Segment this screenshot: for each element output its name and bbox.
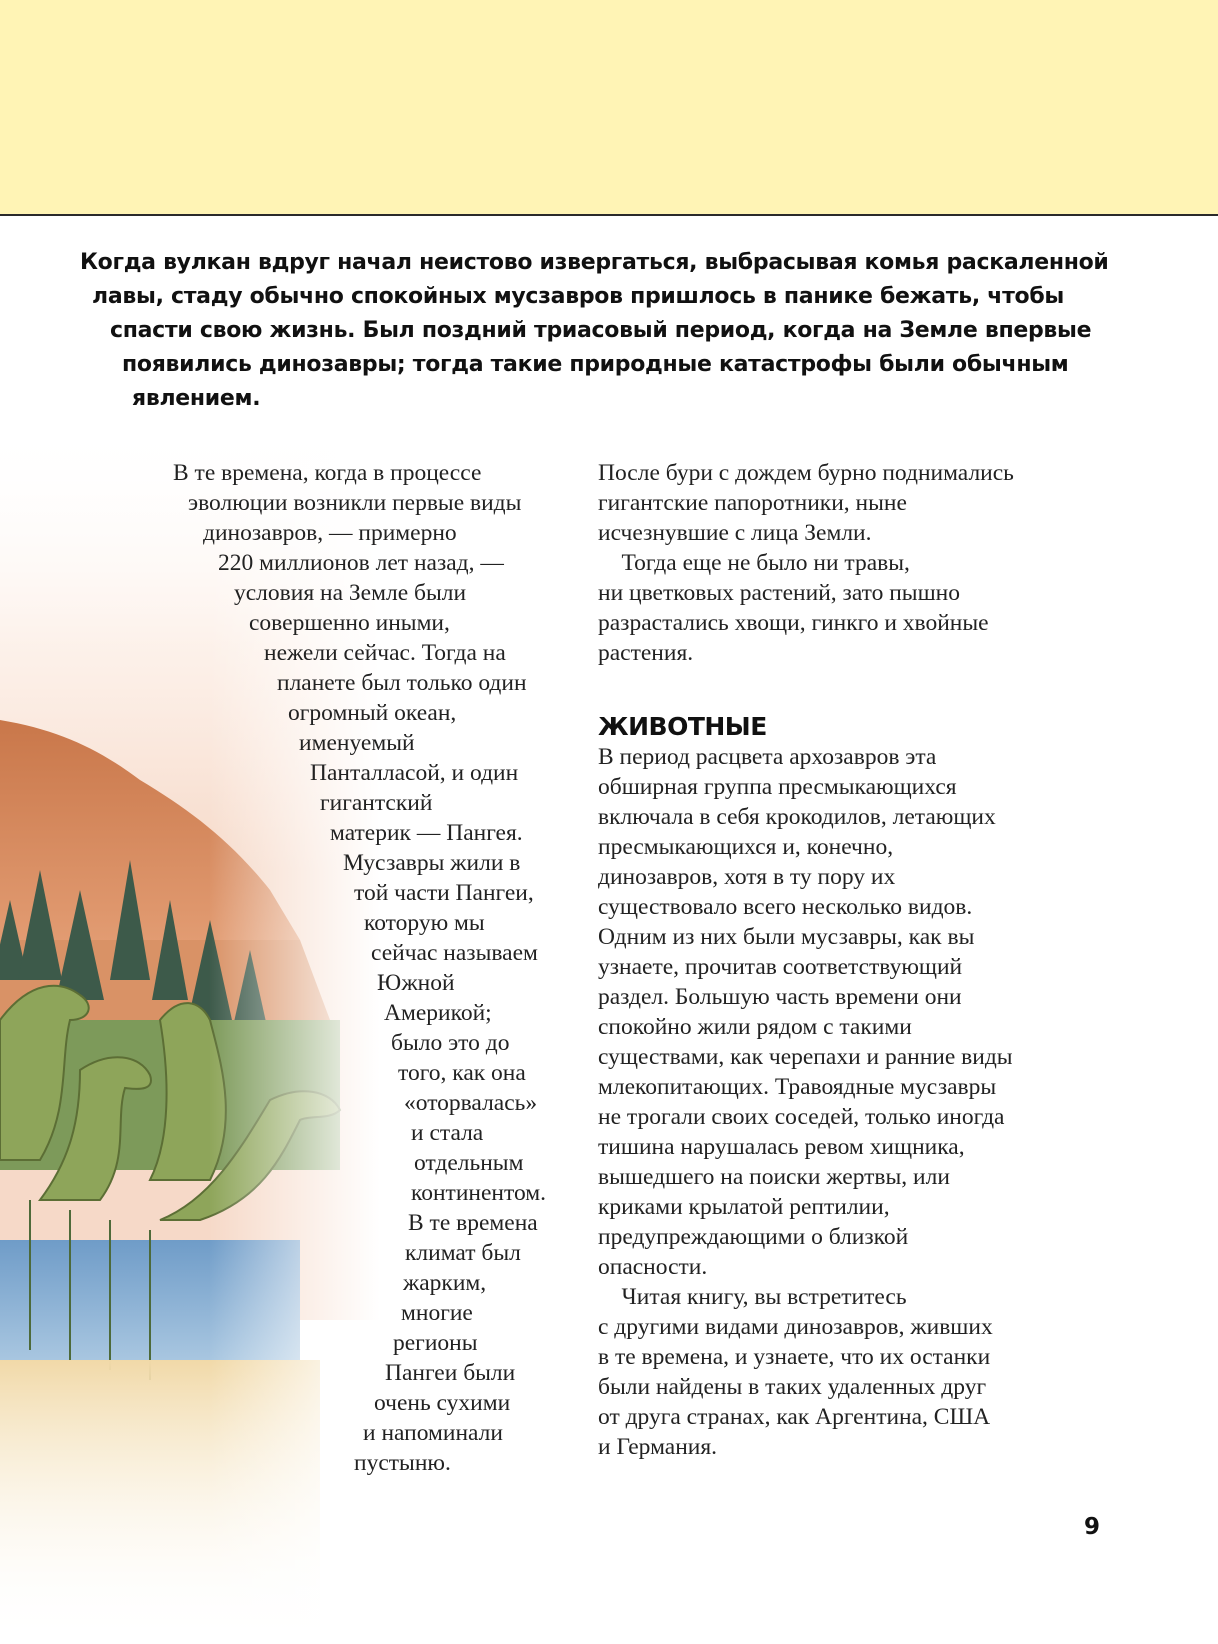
right-text-line: В период расцвета архозавров эта — [598, 744, 937, 770]
left-text-line: нежели сейчас. Тогда на — [264, 640, 506, 666]
left-text-line: В те времена, когда в процессе — [173, 460, 482, 486]
left-text-line: климат был — [405, 1240, 521, 1266]
right-text-line: ни цветковых растений, зато пышно — [598, 580, 961, 606]
left-text-line: огромный океан, — [288, 700, 457, 726]
left-text-line: эволюции возникли первые виды — [188, 490, 522, 516]
left-text-line: Пангеи были — [385, 1360, 516, 1386]
left-text-line: было это до — [391, 1030, 510, 1056]
left-text-line: Мусзавры жили в — [343, 850, 521, 876]
right-text-line: существовало всего несколько видов. — [598, 894, 973, 920]
left-text-line: 220 миллионов лет назад, — — [218, 550, 504, 576]
intro-line-4: появились динозавры; тогда такие природные катастрофы были обычным — [122, 352, 1069, 377]
right-text-line: разрастались хвощи, гинкго и хвойные — [598, 610, 989, 636]
right-text-line: не трогали своих соседей, только иногда — [598, 1104, 1005, 1130]
left-text-line: того, как она — [398, 1060, 526, 1086]
right-text-line: включала в себя крокодилов, летающих — [598, 804, 996, 830]
left-text-line: отдельным — [414, 1150, 524, 1176]
right-text-line: были найдены в таких удаленных друг — [598, 1374, 987, 1400]
right-text-line: Читая книгу, вы встретитесь — [598, 1284, 907, 1310]
left-text-line: континентом. — [411, 1180, 546, 1206]
right-text-line: обширная группа пресмыкающихся — [598, 774, 957, 800]
right-text-line: криками крылатой рептилии, — [598, 1194, 890, 1220]
left-text-line: именуемый — [299, 730, 415, 756]
right-text-line: узнаете, прочитав соответствующий — [598, 954, 963, 980]
left-text-line: «оторвалась» — [404, 1090, 538, 1116]
left-text-line: регионы — [393, 1330, 478, 1356]
right-text-line: млекопитающих. Травоядные мусзавры — [598, 1074, 997, 1100]
left-text-line: и напоминали — [363, 1420, 503, 1446]
header-band — [0, 0, 1218, 216]
right-text-line: гигантские папоротники, ныне — [598, 490, 907, 516]
left-text-line: динозавров, — примерно — [203, 520, 457, 546]
right-text-line: в те времена, и узнаете, что их останки — [598, 1344, 991, 1370]
intro-line-5: явлением. — [132, 386, 261, 411]
left-text-line: той части Пангеи, — [354, 880, 534, 906]
right-text-line: вышедшего на поиски жертвы, или — [598, 1164, 950, 1190]
left-text-line: и стала — [411, 1120, 484, 1146]
intro-line-1: Когда вулкан вдруг начал неистово извергаться, выбрасывая комья раскаленной — [80, 250, 1109, 275]
right-text-line: от друга странах, как Аргентина, США — [598, 1404, 991, 1430]
left-text-line: Панталласой, и один — [310, 760, 519, 786]
left-text-line: многие — [401, 1300, 473, 1326]
right-text-line: Одним из них были мусзавры, как вы — [598, 924, 975, 950]
right-text-line: опасности. — [598, 1254, 708, 1280]
left-text-line: материк — Пангея. — [330, 820, 523, 846]
left-text-line: жарким, — [403, 1270, 487, 1296]
right-text-line: существами, как черепахи и ранние виды — [598, 1044, 1013, 1070]
left-text-line: Южной — [377, 970, 455, 996]
left-text-line: которую мы — [364, 910, 485, 936]
left-text-line: очень сухими — [374, 1390, 511, 1416]
left-text-line: гигантский — [320, 790, 433, 816]
left-text-line: пустыню. — [354, 1450, 451, 1476]
right-text-line: с другими видами динозавров, живших — [598, 1314, 993, 1340]
right-text-line: тишина нарушалась ревом хищника, — [598, 1134, 965, 1160]
left-text-line: Америкой; — [384, 1000, 492, 1026]
section-heading-animals: ЖИВОТНЫЕ — [598, 712, 767, 741]
right-text-line: и Германия. — [598, 1434, 718, 1460]
left-text-line: совершенно иными, — [249, 610, 450, 636]
left-text-line: планете был только один — [277, 670, 527, 696]
right-text-line: спокойно жили рядом с такими — [598, 1014, 912, 1040]
intro-line-3: спасти свою жизнь. Был поздний триасовый период, когда на Земле впервые — [110, 318, 1092, 343]
page-number: 9 — [1084, 1514, 1101, 1540]
right-text-line: растения. — [598, 640, 694, 666]
left-text-line: В те времена — [408, 1210, 538, 1236]
right-text-line: пресмыкающихся и, конечно, — [598, 834, 894, 860]
left-text-line: сейчас называем — [371, 940, 538, 966]
right-text-line: раздел. Большую часть времени они — [598, 984, 962, 1010]
right-text-line: Тогда еще не было ни травы, — [598, 550, 910, 576]
right-text-line: предупреждающими о близкой — [598, 1224, 909, 1250]
right-text-line: динозавров, хотя в ту пору их — [598, 864, 896, 890]
intro-line-2: лавы, стаду обычно спокойных мусзавров пришлось в панике бежать, чтобы — [92, 284, 1065, 309]
left-text-line: условия на Земле были — [234, 580, 467, 606]
right-text-line: После бури с дождем бурно поднимались — [598, 460, 1014, 486]
right-text-line: исчезнувшие с лица Земли. — [598, 520, 872, 546]
